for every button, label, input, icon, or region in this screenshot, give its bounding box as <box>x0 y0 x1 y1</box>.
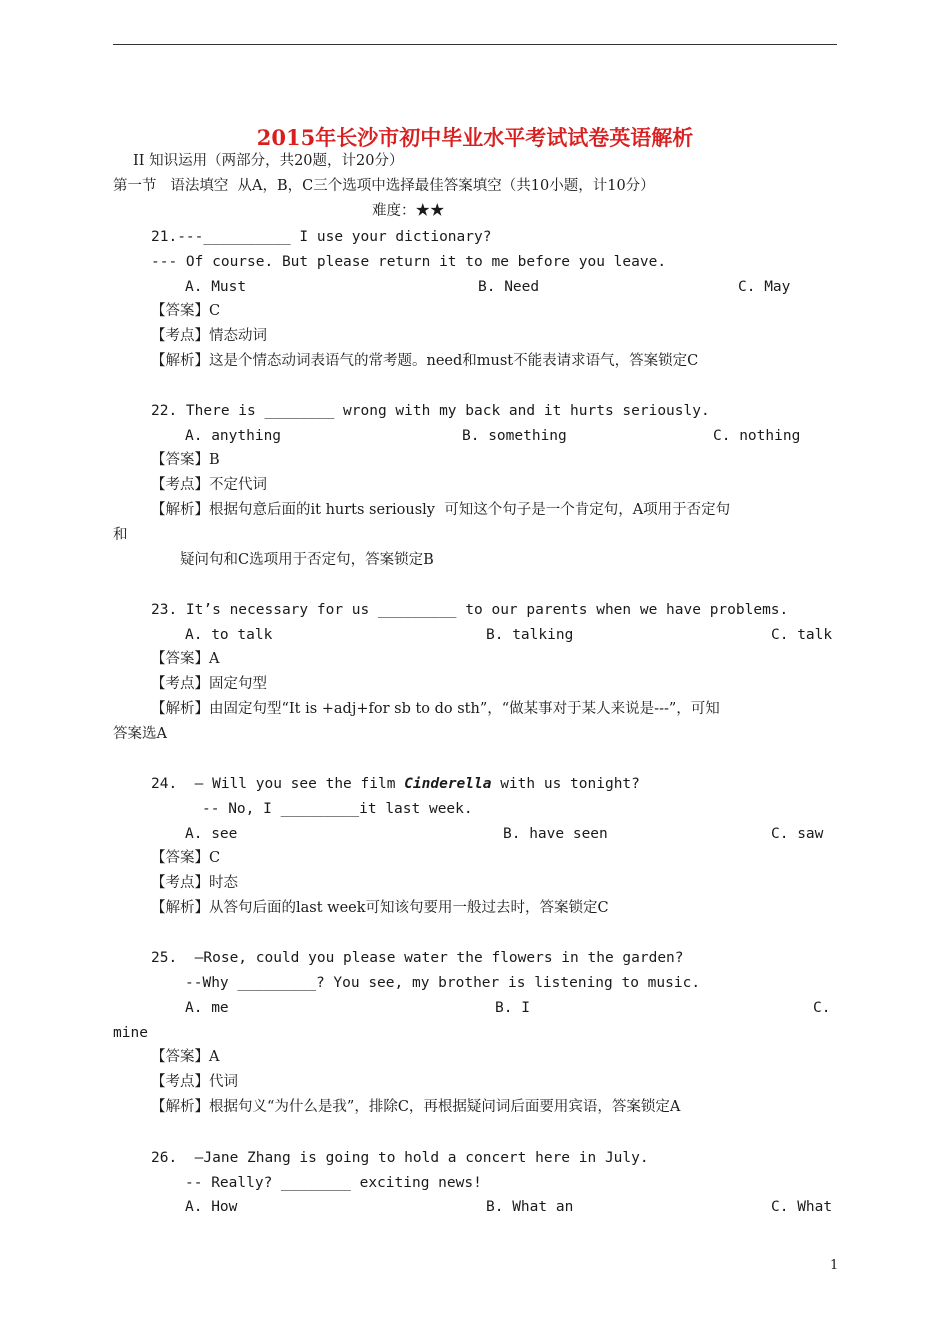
q21-point: 【考点】情态动词 <box>151 328 267 344</box>
q22-option-c: C. nothing <box>713 428 801 444</box>
q21-analysis: 【解析】这是个情态动词表语气的常考题。need和must不能表请求语气，答案锁定C <box>151 353 699 369</box>
q26-option-a: A. How <box>185 1199 238 1215</box>
difficulty-rating: 难度：★★ <box>372 203 445 219</box>
q26-stem: 26. –Jane Zhang is going to hold a concert here in July. <box>151 1150 649 1166</box>
q23-option-c: C. talk <box>771 627 833 643</box>
page-title: 2015年长沙市初中毕业水平考试试卷英语解析 <box>256 125 694 150</box>
q25-option-c: C. <box>813 1000 831 1016</box>
q24-reply: -- No, I _________it last week. <box>202 801 473 817</box>
q23-analysis-line-2: 答案选A <box>113 726 167 742</box>
q21-answer: 【答案】C <box>151 303 221 319</box>
q23-analysis-line-1: 【解析】由固定句型“It is +adj+for sb to do sth”，“做某事对于某人来说是---”，可知 <box>151 701 720 717</box>
q21-option-b: B. Need <box>478 279 540 295</box>
q22-stem: 22. There is ________ wrong with my back and it hurts seriously. <box>151 403 710 419</box>
q23-answer: 【答案】A <box>151 651 220 667</box>
q22-point: 【考点】不定代词 <box>151 477 267 493</box>
q26-option-b: B. What an <box>486 1199 574 1215</box>
subsection-heading: 第一节 语法填空 从A，B，C三个选项中选择最佳答案填空（共10小题，计10分） <box>113 178 655 194</box>
q25-option-c-text: mine <box>113 1025 148 1041</box>
q24-option-b: B. have seen <box>503 826 608 842</box>
header-rule <box>113 44 837 45</box>
q25-point: 【考点】代词 <box>151 1074 238 1090</box>
q25-option-b: B. I <box>495 1000 530 1016</box>
section-heading: II 知识运用（两部分，共20题，计20分） <box>133 153 404 169</box>
q24-option-c: C. saw <box>771 826 824 842</box>
page-number: 1 <box>830 1258 839 1273</box>
q25-answer: 【答案】A <box>151 1049 220 1065</box>
q26-option-c: C. What <box>771 1199 833 1215</box>
q21-option-c: C. May <box>738 279 791 295</box>
q22-analysis-line-1: 【解析】根据句意后面的it hurts seriously 可知这个句子是一个肯定句，A项用于否定句 <box>151 502 731 518</box>
q23-point: 【考点】固定句型 <box>151 676 267 692</box>
q21-option-a: A. Must <box>185 279 247 295</box>
q25-option-a: A. me <box>185 1000 229 1016</box>
q24-option-a: A. see <box>185 826 238 842</box>
q24-answer: 【答案】C <box>151 850 221 866</box>
q24-stem-post: with us tonight? <box>491 776 640 792</box>
q24-stem <box>151 774 640 794</box>
q26-reply: -- Really? ________ exciting news! <box>185 1175 482 1191</box>
q22-analysis-line-2: 和 <box>113 527 128 543</box>
q21-reply: --- Of course. But please return it to me before you leave. <box>151 254 667 270</box>
q24-stem-pre: 24. – Will you see the film <box>151 776 405 792</box>
q25-reply: --Why _________? You see, my brother is listening to music. <box>185 975 701 991</box>
q24-film-title: Cinderella <box>404 776 492 792</box>
q22-analysis-line-3: 疑问句和C选项用于否定句，答案锁定B <box>180 552 434 568</box>
q23-option-b: B. talking <box>486 627 574 643</box>
q24-point: 【考点】时态 <box>151 875 238 891</box>
q22-answer: 【答案】B <box>151 452 220 468</box>
q23-stem: 23. It’s necessary for us _________ to our parents when we have problems. <box>151 602 789 618</box>
q21-stem: 21.---__________ I use your dictionary? <box>151 229 492 245</box>
q23-option-a: A. to talk <box>185 627 273 643</box>
q22-option-a: A. anything <box>185 428 282 444</box>
q22-option-b: B. something <box>462 428 567 444</box>
q25-analysis: 【解析】根据句义“为什么是我”，排除C，再根据疑问词后面要用宾语，答案锁定A <box>151 1099 681 1115</box>
q25-stem: 25. –Rose, could you please water the flowers in the garden? <box>151 950 684 966</box>
q24-analysis: 【解析】从答句后面的last week可知该句要用一般过去时，答案锁定C <box>151 900 609 916</box>
